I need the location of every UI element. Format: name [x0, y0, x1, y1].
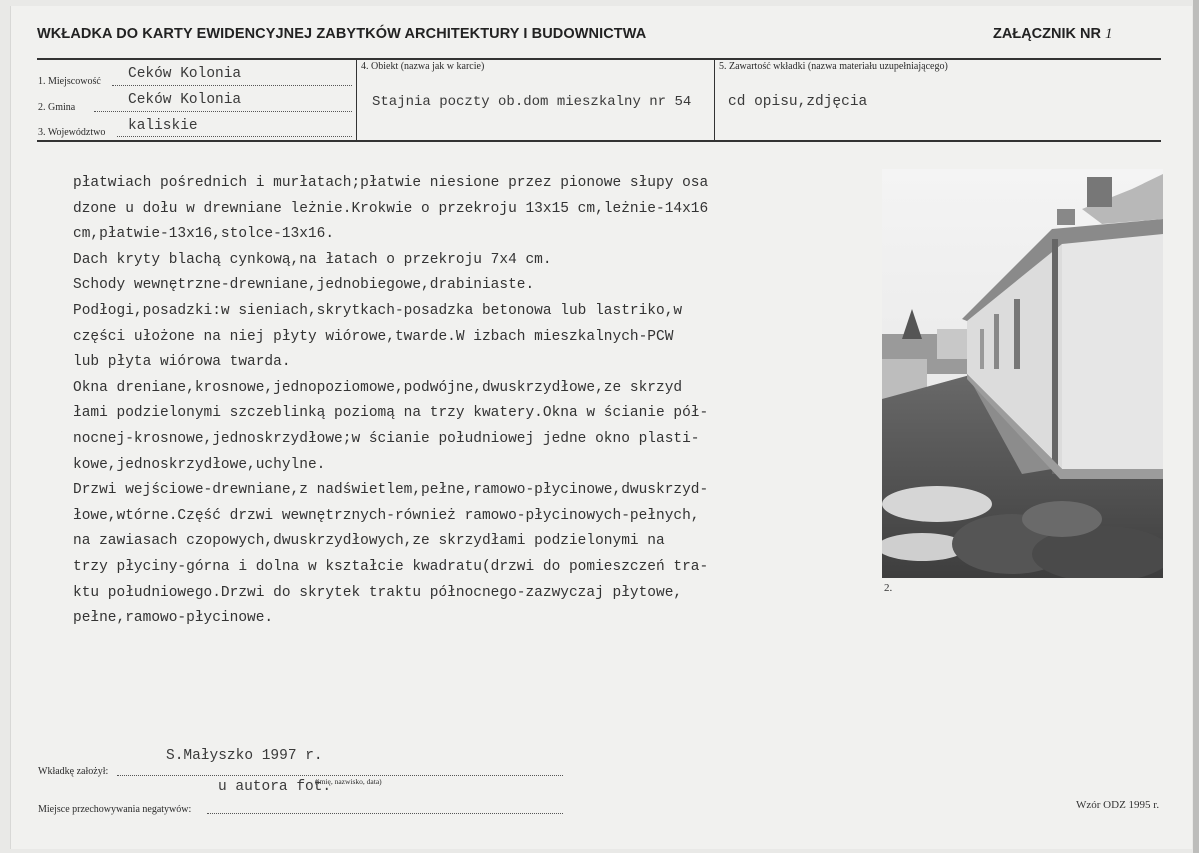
binder-edge — [1193, 0, 1199, 853]
description-line: części ułożone na niej płyty wiórowe,twarde.W izbach mieszkalnych-PCW — [73, 328, 674, 345]
author-dotted-line — [117, 775, 563, 776]
negatives-label: Miejsce przechowywania negatywów: — [38, 804, 192, 815]
gmina-value: Ceków Kolonia — [128, 92, 242, 108]
author-hint: (imię, nazwisko, data) — [315, 777, 382, 786]
annex-number: 1 — [1104, 26, 1113, 42]
zawartosc-value: cd opisu,zdjęcia — [728, 94, 868, 110]
obiekt-label: 4. Obiekt (nazwa jak w karcie) — [361, 61, 485, 72]
description-line: cm,płatwie-13x16,stolce-13x16. — [73, 226, 335, 243]
negatives-value: u autora fot. — [218, 779, 332, 795]
description-line: lub płyta wiórowa twarda. — [73, 354, 291, 371]
zawartosc-label: 5. Zawartość wkładki (nazwa materiału uzupełniającego) — [719, 61, 948, 72]
annex-label-text: ZAŁĄCZNIK NR — [993, 26, 1101, 42]
header-rule-bottom — [37, 140, 1161, 142]
wojewodztwo-value: kaliskie — [128, 118, 198, 134]
description-line: nocnej-krosnowe,jednoskrzydłowe;w ścianie południowej jedne okno plasti- — [73, 430, 700, 447]
description-line: Drzwi wejściowe-drewniane,z nadświetlem,pełne,ramowo-płycinowe,dwuskrzyd- — [73, 482, 709, 499]
description-line: łowe,wtórne.Część drzwi wewnętrznych-również ramowo-płycinowych-pełnych, — [73, 507, 700, 524]
author-label: Wkładkę założył: — [38, 766, 109, 777]
document-title: WKŁADKA DO KARTY EWIDENCYJNEJ ZABYTKÓW ARCHITEKTURY I BUDOWNICTWA — [37, 26, 647, 42]
photo-caption: 2. — [884, 582, 893, 594]
description-line: na zawiasach czopowych,dwuskrzydłowych,ze skrzydłami podzielonymi na — [73, 533, 665, 550]
description-line: łami podzielonymi szczeblinką poziomą na trzy kwatery.Okna w ścianie pół- — [73, 405, 709, 422]
description-line: Dach kryty blachą cynkową,na łatach o przekroju 7x4 cm. — [73, 251, 552, 268]
form-number: Wzór ODZ 1995 r. — [1076, 799, 1160, 811]
wojewodztwo-dotted-line — [117, 136, 352, 137]
description-line: Podłogi,posadzki:w sieniach,skrytkach-posadzka betonowa lub lastriko,w — [73, 302, 683, 319]
gmina-label: 2. Gmina — [38, 102, 76, 113]
building-photo — [882, 169, 1163, 578]
description-line: płatwiach pośrednich i murłatach;płatwie niesione przez pionowe słupy osa — [73, 175, 709, 191]
field-divider-2 — [714, 58, 715, 140]
description-text — [73, 171, 863, 632]
field-divider-1 — [356, 58, 357, 140]
miejscowosc-dotted-line — [112, 85, 352, 86]
wojewodztwo-label: 3. Województwo — [38, 127, 106, 138]
description-line: Okna dreniane,krosnowe,jednopoziomowe,podwójne,dwuskrzydłowe,ze skrzyd — [73, 379, 683, 396]
header-rule-top — [37, 58, 1161, 60]
description-line: ktu południowego.Drzwi do skrytek traktu północnego-zazwyczaj płytowe, — [73, 584, 683, 601]
description-line: trzy płyciny-górna i dolna w kształcie kwadratu(drzwi do pomieszczeń tra- — [73, 558, 709, 575]
annex-label — [993, 26, 1112, 43]
author-value: S.Małyszko 1997 r. — [166, 748, 323, 764]
miejscowosc-label: 1. Miejscowość — [38, 76, 101, 87]
miejscowosc-value: Ceków Kolonia — [128, 66, 242, 82]
description-line: pełne,ramowo-płycinowe. — [73, 610, 274, 627]
description-line: Schody wewnętrzne-drewniane,jednobiegowe,drabiniaste. — [73, 277, 535, 294]
building-photo-image — [882, 169, 1163, 578]
description-line: dzone u dołu w drewniane leżnie.Krokwie o przekroju 13x15 cm,leżnie-14x16 — [73, 200, 709, 217]
gmina-dotted-line — [94, 111, 352, 112]
description-line: kowe,jednoskrzydłowe,uchylne. — [73, 456, 326, 473]
obiekt-value: Stajnia poczty ob.dom mieszkalny nr 54 — [372, 94, 692, 110]
negatives-dotted-line — [207, 813, 563, 814]
